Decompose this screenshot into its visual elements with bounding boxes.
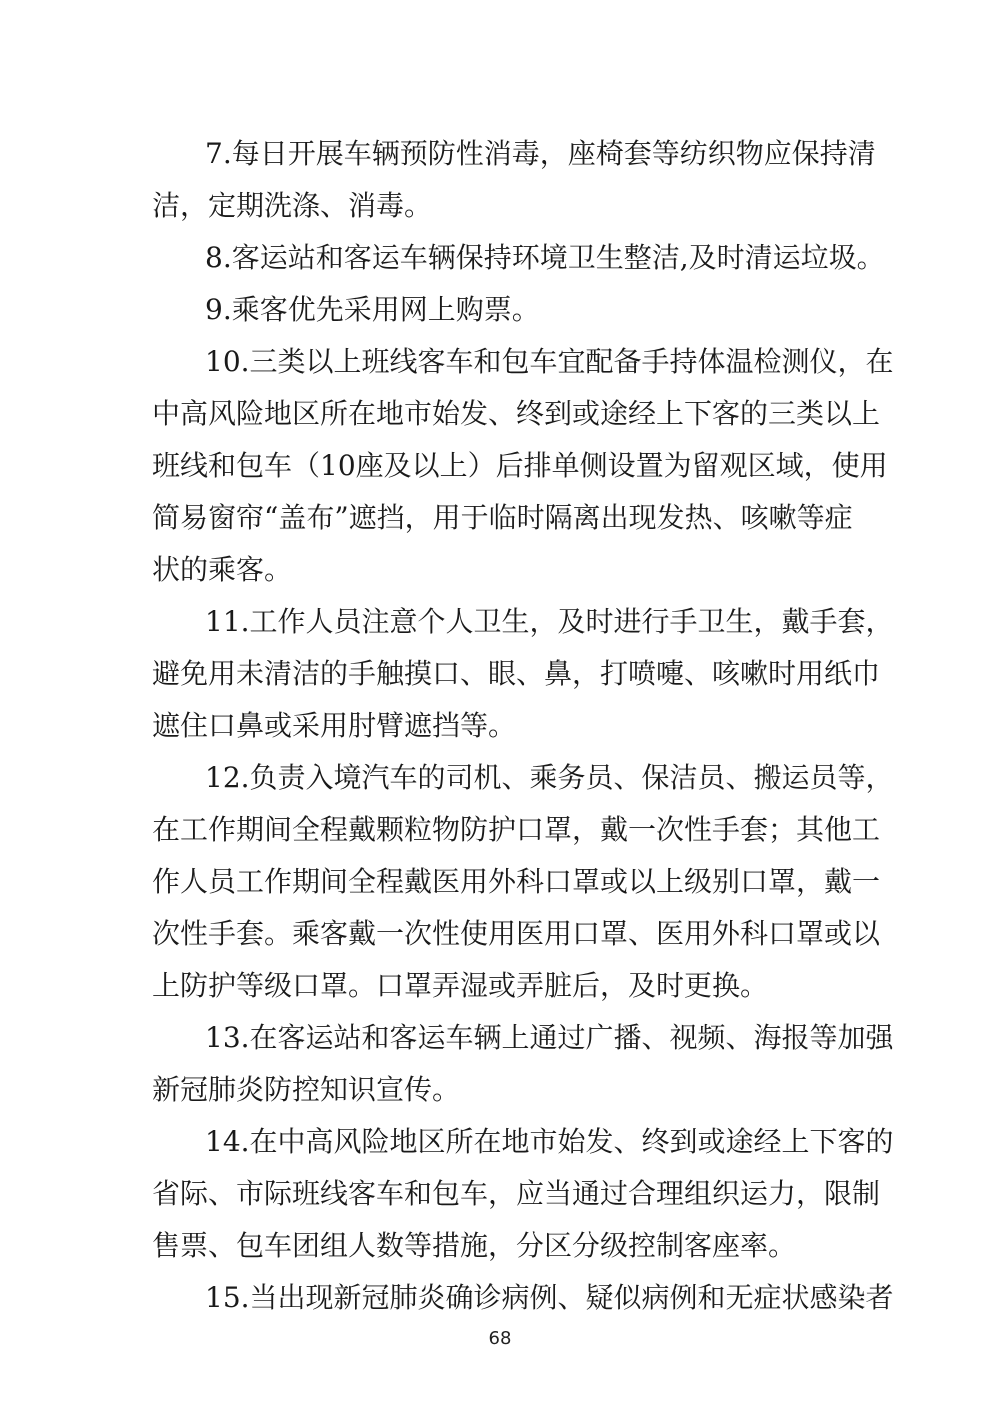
paragraph-line: 简易窗帘“盖布”遮挡，用于临时隔离出现发热、咳嗽等症 xyxy=(152,501,853,534)
paragraph-line: 次性手套。乘客戴一次性使用医用口罩、医用外科口罩或以 xyxy=(152,917,881,950)
paragraph-line: 8.客运站和客运车辆保持环境卫生整洁,及时清运垃圾。 xyxy=(205,241,885,274)
paragraph-line: 9.乘客优先采用网上购票。 xyxy=(205,293,540,326)
paragraph-line: 12.负责入境汽车的司机、乘务员、保洁员、搬运员等， xyxy=(205,761,894,794)
paragraph-line: 售票、包车团组人数等措施，分区分级控制客座率。 xyxy=(152,1229,797,1262)
paragraph-line: 在工作期间全程戴颗粒物防护口罩，戴一次性手套；其他工 xyxy=(152,813,881,846)
paragraph-line: 15.当出现新冠肺炎确诊病例、疑似病例和无症状感染者 xyxy=(205,1281,894,1314)
paragraph-line: 遮住口鼻或采用肘臂遮挡等。 xyxy=(152,709,517,742)
paragraph-line: 避免用未清洁的手触摸口、眼、鼻，打喷嚏、咳嗽时用纸巾 xyxy=(152,657,881,690)
paragraph-line: 中高风险地区所在地市始发、终到或途经上下客的三类以上 xyxy=(152,397,881,430)
page-number: 68 xyxy=(488,1328,512,1349)
paragraph-line: 11.工作人员注意个人卫生，及时进行手卫生，戴手套， xyxy=(205,605,894,638)
paragraph-line: 上防护等级口罩。口罩弄湿或弄脏后，及时更换。 xyxy=(152,969,769,1002)
paragraph-line: 状的乘客。 xyxy=(152,553,293,586)
paragraph-line: 14.在中高风险地区所在地市始发、终到或途经上下客的 xyxy=(205,1125,894,1158)
paragraph-line: 7.每日开展车辆预防性消毒，座椅套等纺织物应保持清 xyxy=(205,137,876,170)
paragraph-line: 省际、市际班线客车和包车，应当通过合理组织运力，限制 xyxy=(152,1177,881,1210)
paragraph-line: 新冠肺炎防控知识宣传。 xyxy=(152,1073,461,1106)
paragraph-line: 作人员工作期间全程戴医用外科口罩或以上级别口罩，戴一 xyxy=(152,865,881,898)
paragraph-line: 10.三类以上班线客车和包车宜配备手持体温检测仪，在 xyxy=(205,345,894,378)
paragraph-line: 班线和包车（10座及以上）后排单侧设置为留观区域，使用 xyxy=(152,449,888,482)
paragraph-line: 13.在客运站和客运车辆上通过广播、视频、海报等加强 xyxy=(205,1021,894,1054)
paragraph-line: 洁，定期洗涤、消毒。 xyxy=(152,189,433,222)
